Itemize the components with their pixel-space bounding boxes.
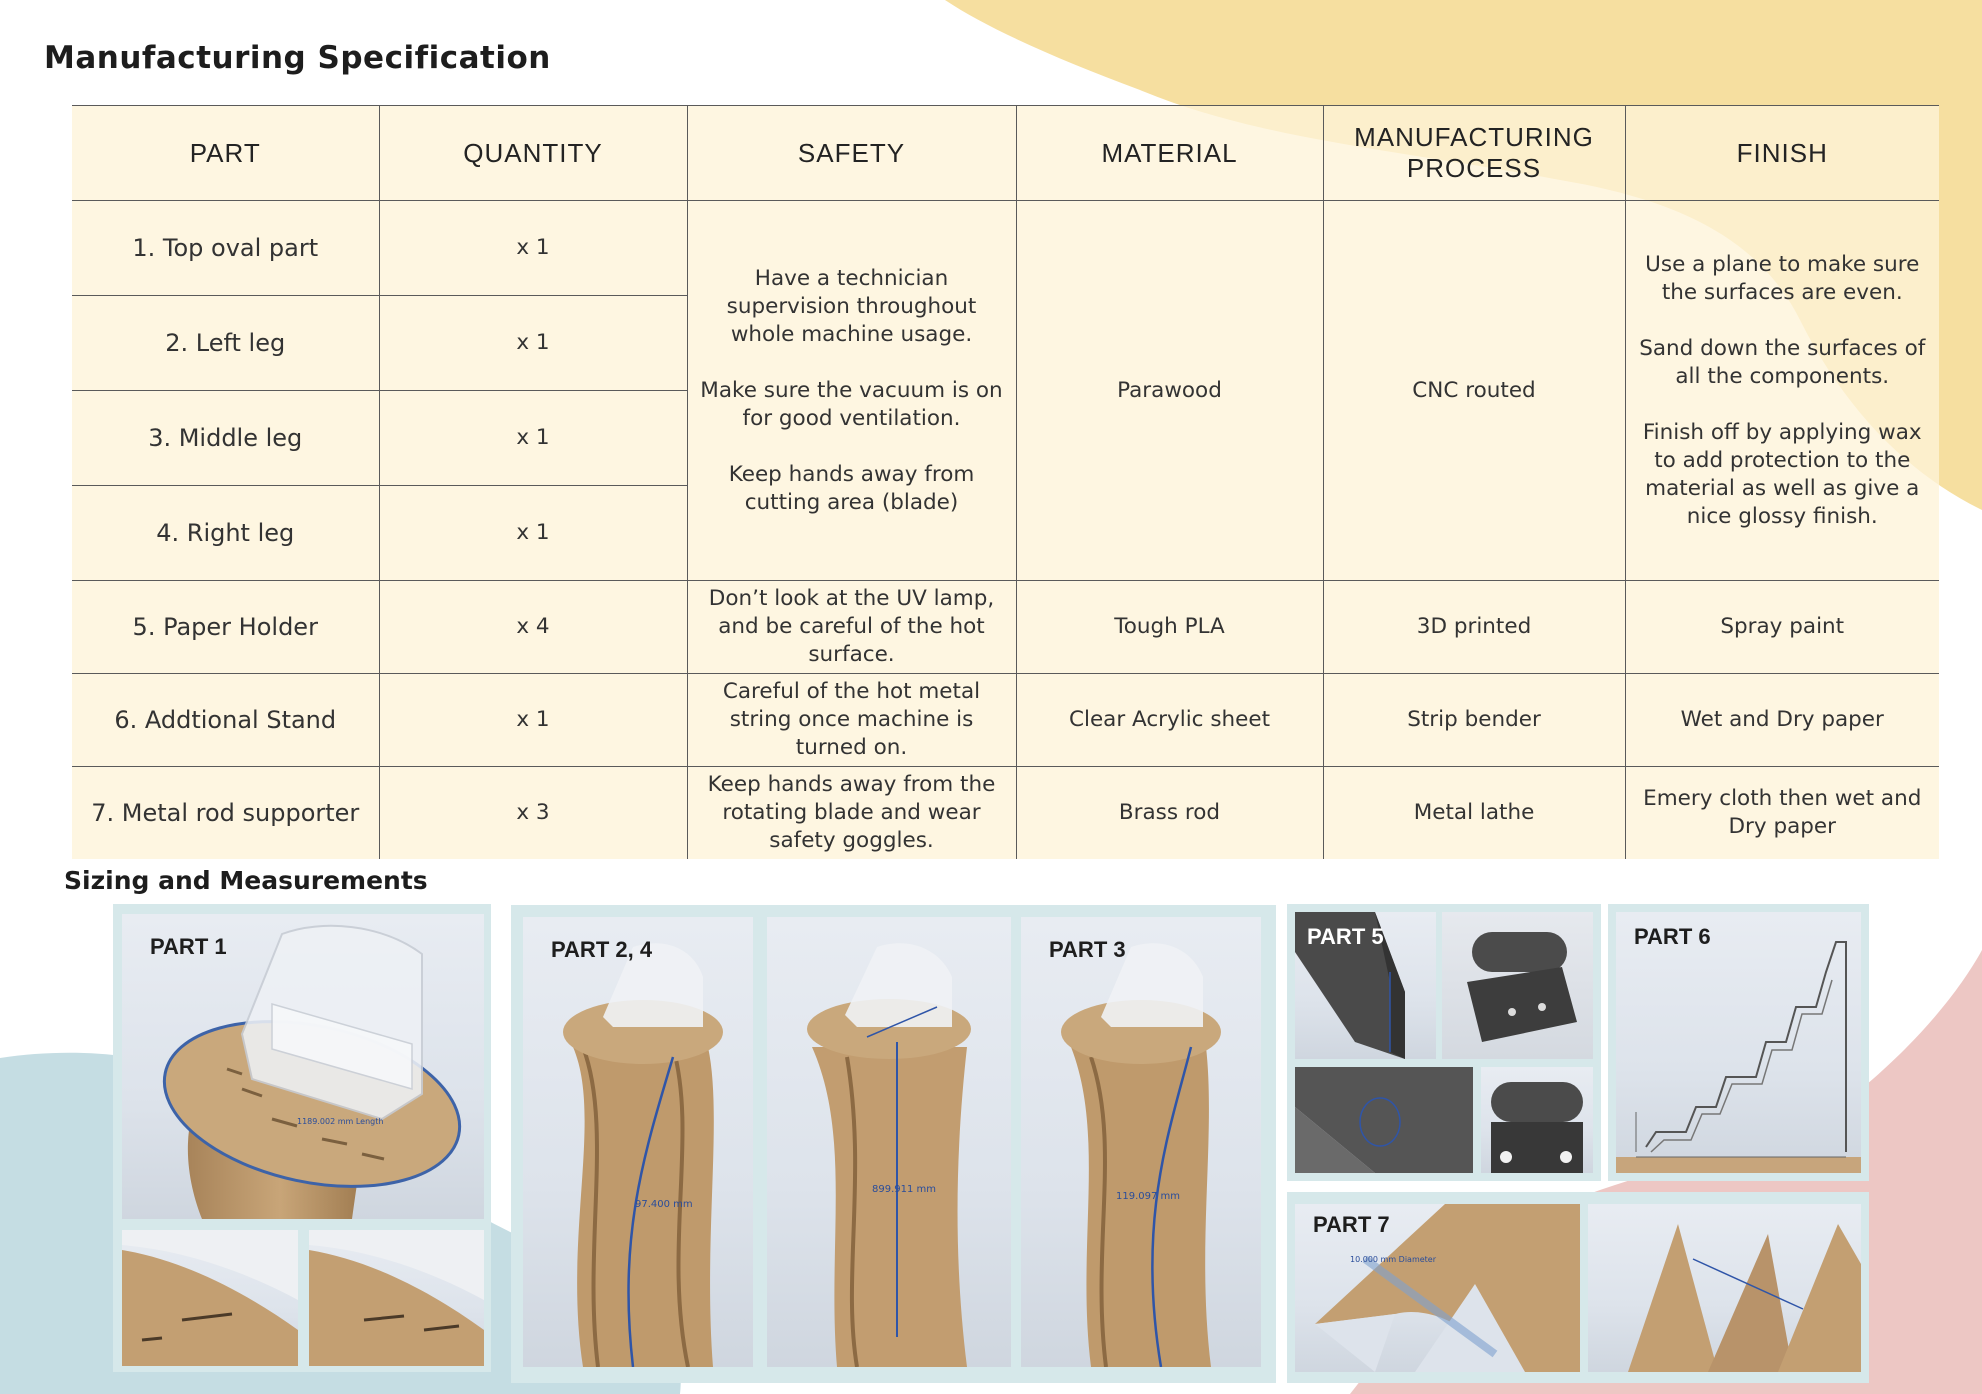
table-row xyxy=(72,201,1939,296)
table-row xyxy=(72,767,1939,860)
part1-main-render xyxy=(122,914,484,1219)
finish-cell: Emery cloth then wet and Dry paper xyxy=(1643,786,1922,839)
finish-group-cell xyxy=(1625,201,1939,581)
header-safety: SAFETY xyxy=(687,106,1016,201)
part-cell: 6. Addtional Stand xyxy=(72,674,379,767)
part1-panel xyxy=(113,904,491,1372)
part1-detail-render xyxy=(122,1230,298,1366)
header-part: PART xyxy=(72,106,379,201)
left-leg-dimension-label: 97.400 mm xyxy=(635,1199,693,1210)
process-cell: Strip bender xyxy=(1323,674,1625,767)
part5-label: PART 5 xyxy=(1307,924,1384,949)
safety-note: Keep hands away from cutting area (blade) xyxy=(728,461,975,515)
material-cell: Clear Acrylic sheet xyxy=(1016,674,1323,767)
middle-leg-dimension-label: 899.911 mm xyxy=(872,1184,937,1195)
process-cell: 3D printed xyxy=(1323,581,1625,674)
part3-label: PART 3 xyxy=(1049,937,1126,962)
finish-note: Use a plane to make sure the surfaces are even. xyxy=(1645,251,1920,305)
safety-group-cell xyxy=(687,201,1016,581)
safety-note: Make sure the vacuum is on for good ventilation. xyxy=(700,377,1003,431)
right-leg-dimension-label: 119.097 mm xyxy=(1116,1191,1181,1202)
quantity-cell: x 1 xyxy=(379,391,687,486)
legs-panel xyxy=(511,905,1276,1383)
part24-render xyxy=(523,917,753,1367)
quantity-cell: x 4 xyxy=(379,581,687,674)
safety-cell: Don’t look at the UV lamp, and be careful of the hot surface. xyxy=(687,581,1016,674)
material-cell: Brass rod xyxy=(1016,767,1323,860)
part5-render xyxy=(1295,1067,1473,1173)
safety-cell: Keep hands away from the rotating blade and wear safety goggles. xyxy=(687,767,1016,860)
table-header-row xyxy=(72,106,1939,201)
header-finish: FINISH xyxy=(1625,106,1939,201)
rod-dimension-label: 10.000 mm Diameter xyxy=(1350,1255,1437,1264)
quantity-cell: x 1 xyxy=(379,296,687,391)
part5-render xyxy=(1442,912,1593,1059)
oval-dimension-label: 1189.002 mm Length xyxy=(297,1117,384,1126)
part24-label: PART 2, 4 xyxy=(551,937,653,962)
sizing-title: Sizing and Measurements xyxy=(64,866,428,895)
part-cell: 5. Paper Holder xyxy=(72,581,379,674)
part-middle-render xyxy=(767,917,1011,1367)
finish-note: Finish off by applying wax to add protection to the material as well as give a nice glossy finish. xyxy=(1642,419,1922,529)
part3-render xyxy=(1021,917,1261,1367)
finish-note: Sand down the surfaces of all the components. xyxy=(1639,335,1926,389)
part5-render xyxy=(1481,1067,1593,1173)
part-cell: 7. Metal rod supporter xyxy=(72,767,379,860)
finish-cell: Wet and Dry paper xyxy=(1625,674,1939,767)
page-title: Manufacturing Specification xyxy=(44,40,551,76)
part-cell: 1. Top oval part xyxy=(72,201,379,296)
part-cell: 2. Left leg xyxy=(72,296,379,391)
part-cell: 3. Middle leg xyxy=(72,391,379,486)
material-cell: Tough PLA xyxy=(1016,581,1323,674)
part7-render xyxy=(1588,1204,1861,1372)
part7-panel xyxy=(1287,1192,1869,1383)
header-material: MATERIAL xyxy=(1016,106,1323,201)
material-group-cell: Parawood xyxy=(1016,201,1323,581)
quantity-cell: x 3 xyxy=(379,767,687,860)
part6-render xyxy=(1616,912,1861,1173)
part1-detail-render xyxy=(309,1230,484,1366)
header-process: MANUFACTURING PROCESS xyxy=(1323,106,1625,201)
part5-render xyxy=(1295,912,1436,1059)
part1-label: PART 1 xyxy=(150,934,227,959)
quantity-cell: x 1 xyxy=(379,201,687,296)
finish-cell: Spray paint xyxy=(1625,581,1939,674)
safety-note: Have a technician supervision throughout whole machine usage. xyxy=(726,265,977,347)
safety-cell: Careful of the hot metal string once machine is turned on. xyxy=(687,674,1016,767)
table-row xyxy=(72,581,1939,674)
part7-label: PART 7 xyxy=(1313,1212,1390,1237)
header-quantity: QUANTITY xyxy=(379,106,687,201)
quantity-cell: x 1 xyxy=(379,486,687,581)
part6-label: PART 6 xyxy=(1634,924,1711,949)
part5-panel xyxy=(1287,904,1601,1181)
spec-table xyxy=(72,105,1939,859)
part-cell: 4. Right leg xyxy=(72,486,379,581)
part6-panel xyxy=(1608,904,1869,1181)
table-row xyxy=(72,674,1939,767)
process-group-cell: CNC routed xyxy=(1323,201,1625,581)
process-cell: Metal lathe xyxy=(1323,767,1625,860)
part7-render xyxy=(1295,1204,1580,1372)
quantity-cell: x 1 xyxy=(379,674,687,767)
